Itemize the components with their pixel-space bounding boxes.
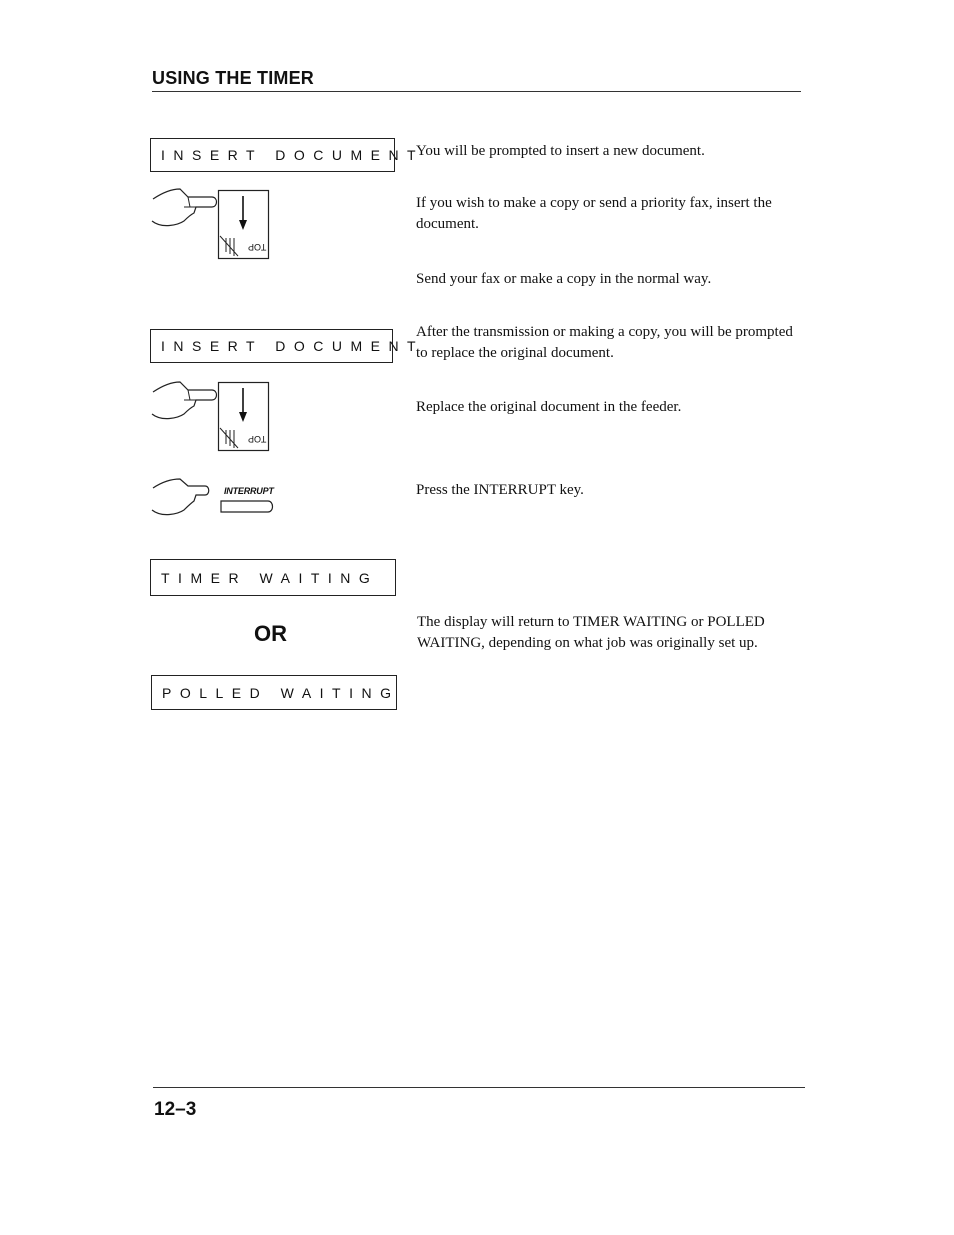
top-label: TOP [248, 242, 267, 252]
page-title: USING THE TIMER [152, 68, 315, 88]
lcd-display-timer-waiting [150, 559, 396, 596]
interrupt-key-icon [220, 500, 276, 514]
lcd-display-insert-document-1 [150, 138, 425, 172]
lcd-display-polled-waiting [151, 675, 400, 710]
instruction-3: Send your fax or make a copy in the normal way. [416, 271, 712, 287]
lcd-text: INSERT DOCUMENT [161, 338, 425, 354]
instruction-5: Replace the original document in the feeder. [416, 399, 682, 415]
document-top-icon-2 [218, 382, 270, 452]
pointing-hand-icon [150, 478, 225, 523]
instruction-1: You will be prompted to insert a new document. [416, 143, 705, 159]
lcd-text: POLLED WAITING [162, 684, 400, 701]
interrupt-key-illustration [150, 478, 280, 523]
instruction-2: If you wish to make a copy or send a priority fax, insert the document. [416, 195, 772, 232]
instruction-7: The display will return to TIMER WAITING or POLLED WAITING, depending on what job was originally set up. [417, 614, 765, 651]
or-label: OR [254, 621, 287, 646]
header-rule [152, 91, 801, 92]
top-label: TOP [248, 434, 267, 444]
lcd-text: TIMER WAITING [161, 569, 379, 586]
document-top-icon-1 [218, 190, 270, 260]
instruction-6: Press the INTERRUPT key. [416, 482, 584, 498]
instruction-4: After the transmission or making a copy, you will be prompted to replace the original document. [416, 324, 793, 361]
lcd-display-insert-document-2 [150, 329, 425, 363]
page-number: 12–3 [154, 1099, 197, 1120]
footer-rule [153, 1087, 805, 1088]
lcd-text: INSERT DOCUMENT [161, 147, 425, 163]
interrupt-key-label: INTERRUPT [224, 486, 274, 496]
